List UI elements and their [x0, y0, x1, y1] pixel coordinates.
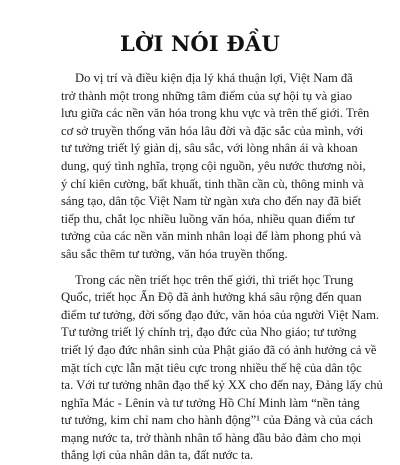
text-line: Trong các nền triết học trên thế giới, thì triết học Trung — [75, 272, 354, 287]
text-line: sâu sắc thêm tư tưởng, văn hóa truyền thống. — [61, 246, 288, 261]
text-line: tư tưởng triết lý giản dị, sâu sắc, với lòng nhân ái và khoan — [61, 141, 358, 156]
paragraph-2 — [61, 272, 383, 465]
text-line: trở thành một trong những tâm điểm của sự hội tụ và giao — [61, 88, 353, 103]
text-line: dung, quý tình nghĩa, trọng cội nguồn, yêu nước thương nòi, — [61, 158, 366, 173]
text-line: tư tưởng, kim chỉ nam cho hành động”¹ của Đảng và của cách — [61, 413, 373, 428]
text-line: Quốc, triết học Ấn Độ đã ảnh hưởng khá sâu rộng đến quan — [61, 290, 362, 305]
text-line: nghĩa Mác - Lênin và tư tưởng Hồ Chí Minh làm “nền tảng — [61, 395, 360, 410]
text-line: Tư tưởng triết lý chính trị, đạo đức của Nho giáo; tư tưởng — [61, 325, 357, 340]
text-line: mạng nước ta, trở thành nhân tố hàng đầu bảo đảm cho mọi — [61, 430, 362, 445]
text-line: Do vị trí và điều kiện địa lý khá thuận lợi, Việt Nam đã — [75, 71, 353, 85]
text-line: sáng tạo, dân tộc Việt Nam từ ngàn xưa cho đến nay đã biết — [61, 194, 362, 209]
page-title: LỜI NÓI ĐẦU — [120, 31, 280, 56]
text-line: ta. Với tư tưởng nhân đạo thế kỷ XX cho đến nay, Đảng lấy chủ — [61, 378, 383, 393]
text-line: triết lý đạo đức nhân sinh của Phật giáo đã có ảnh hưởng cả về — [61, 342, 377, 357]
body-text — [61, 70, 383, 465]
text-line: cơ sở truyền thống văn hóa lâu đời và đặc sắc của mình, với — [61, 123, 364, 138]
text-line: lưu giữa các nền văn hóa trong khu vực và trên thế giới. Trên — [61, 106, 370, 121]
paragraph-gap — [61, 264, 346, 272]
text-line: điểm tư tưởng, đời sống đạo đức, văn hóa của người Việt Nam. — [61, 307, 380, 322]
paragraph-1 — [61, 70, 370, 264]
text-line: mặt tích cực lẫn mặt tiêu cực trong nhiều thế hệ của dân tộc — [61, 360, 362, 375]
text-line: ý chí kiên cường, bất khuất, tinh thần cần cù, thông minh và — [61, 176, 364, 191]
text-line: tiếp thu, chắt lọc nhiều luồng văn hóa, nhiều quan điểm tư — [61, 211, 355, 226]
text-line: tưởng của các nền văn minh nhân loại để làm phong phú và — [61, 229, 362, 244]
text-line: thắng lợi của nhân dân ta, đất nước ta. — [61, 448, 254, 463]
